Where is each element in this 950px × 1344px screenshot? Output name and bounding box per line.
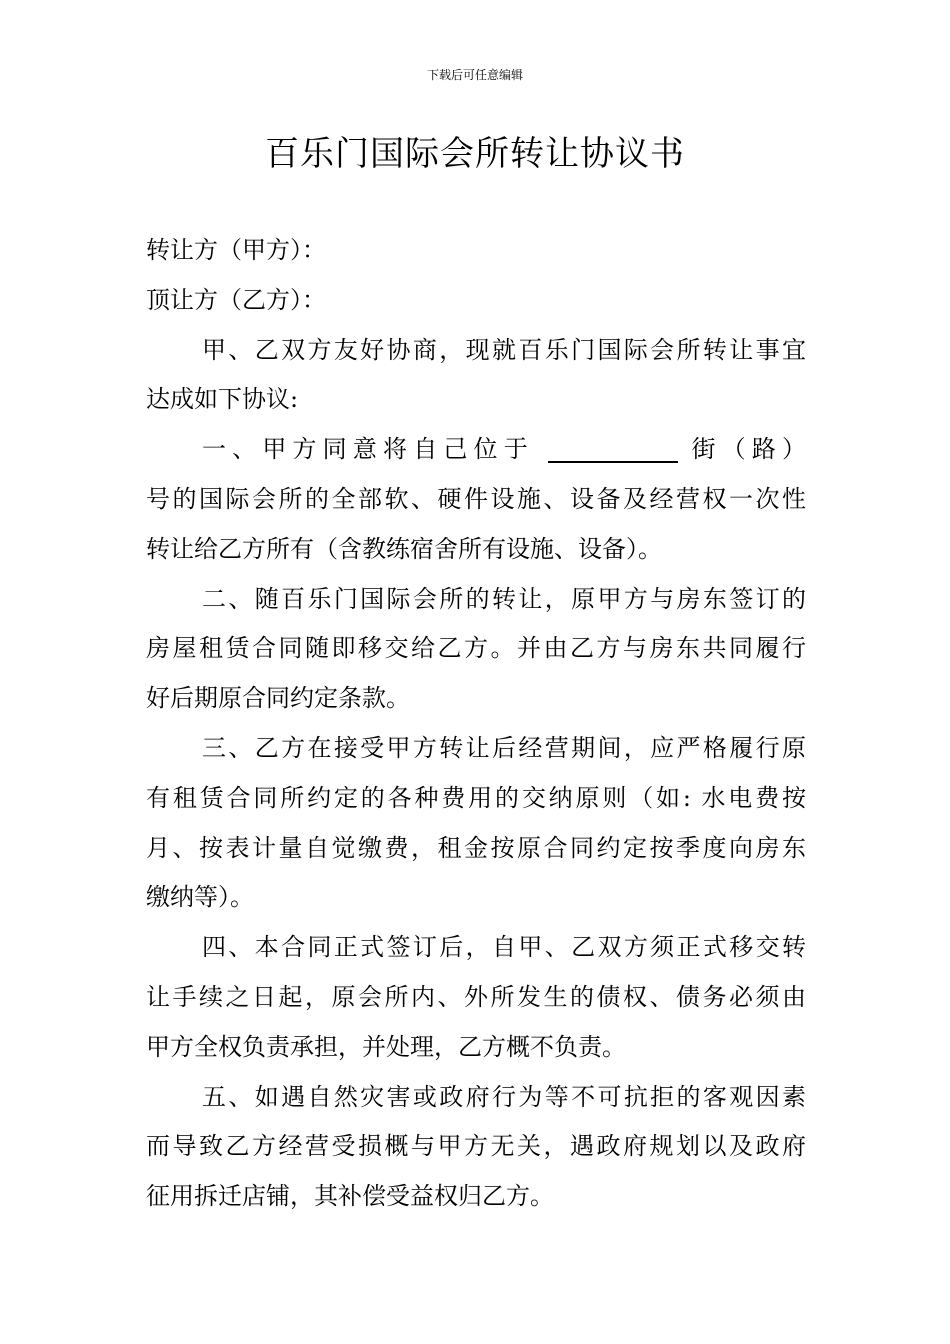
clause-1-line-3: 转让给乙方所有（含教练宿舍所有设施、设备）。	[146, 534, 662, 563]
clause-3-line-3: 月、按表计量自觉缴费，租金按原合同约定按季度向房东	[146, 833, 806, 862]
clause-4-line-1: 四、本合同正式签订后，自甲、乙双方须正式移交转	[202, 933, 806, 962]
clause-4-line-2: 让手续之日起，原会所内、外所发生的债权、债务必须由	[146, 982, 806, 1011]
clause-4-line-3: 甲方全权负责承担，并处理，乙方概不负责。	[146, 1032, 626, 1061]
clause-1-text-before: 一、甲方同意将自己位于	[202, 435, 534, 464]
clause-2-line-3: 好后期原合同约定条款。	[146, 684, 410, 713]
clause-3-line-2: 有租赁合同所约定的各种费用的交纳原则（如: 水电费按	[146, 783, 806, 812]
header-note: 下载后可任意编辑	[426, 68, 523, 82]
document-title: 百乐门国际会所转让协议书	[265, 134, 685, 174]
clause-5-line-2: 而导致乙方经营受损概与甲方无关，遇政府规划以及政府	[146, 1132, 806, 1161]
clause-1-line-1	[146, 425, 806, 475]
document-body	[146, 226, 806, 1222]
clause-3-line-1: 三、乙方在接受甲方转让后经营期间，应严格履行原	[202, 733, 806, 762]
clause-3-line-4: 缴纳等）。	[146, 883, 254, 912]
clause-1-line-2: 号的国际会所的全部软、硬件设施、设备及经营权一次性	[146, 484, 806, 513]
clause-1-text-after: 街（路）	[691, 435, 806, 464]
clause-5-line-3: 征用拆迁店铺，其补偿受益权归乙方。	[146, 1182, 554, 1211]
party-a-line: 转让方（甲方）：	[146, 236, 326, 264]
address-blank-field	[548, 437, 678, 463]
clause-5-line-1: 五、如遇自然灾害或政府行为等不可抗拒的客观因素	[202, 1082, 806, 1111]
intro-line-1: 甲、乙双方友好协商，现就百乐门国际会所转让事宜	[202, 335, 806, 364]
clause-2-line-1: 二、随百乐门国际会所的转让，原甲方与房东签订的	[202, 584, 806, 613]
party-b-line: 顶让方（乙方）：	[146, 285, 326, 314]
intro-line-2: 达成如下协议:	[146, 385, 299, 414]
clause-2-line-2: 房屋租赁合同随即移交给乙方。并由乙方与房东共同履行	[146, 634, 806, 663]
